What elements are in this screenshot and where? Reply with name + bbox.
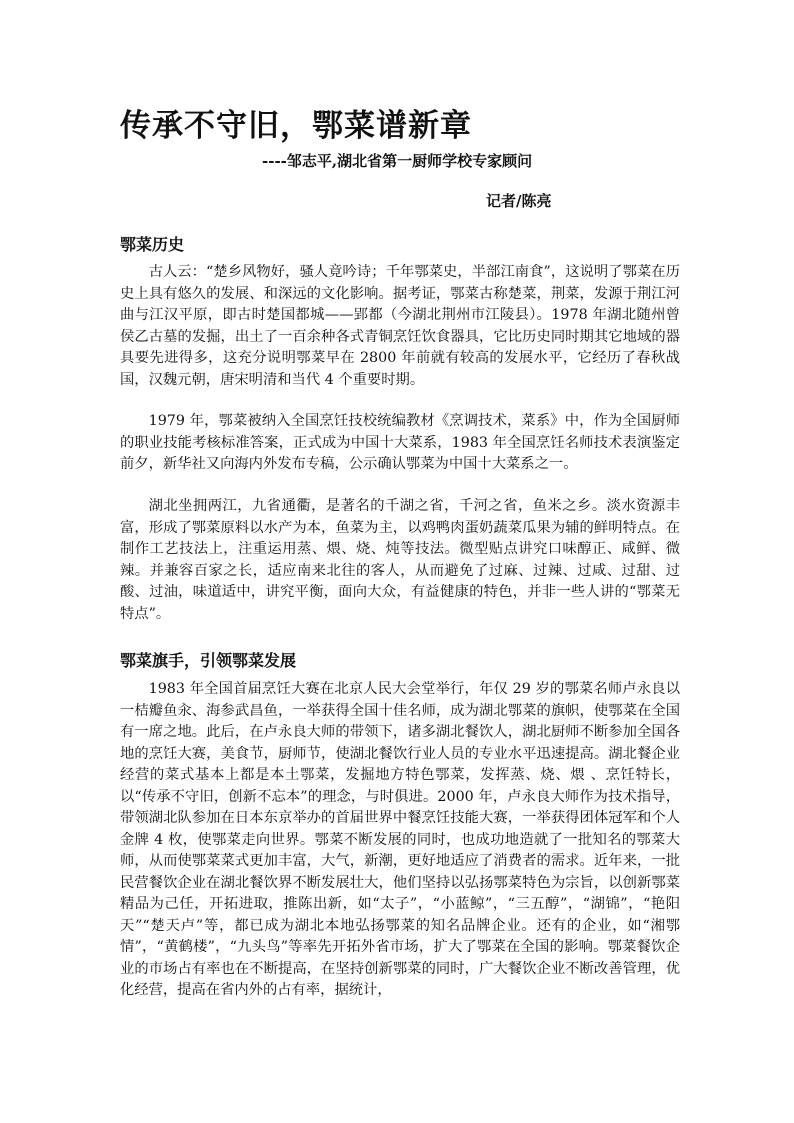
paragraph: 古人云：“楚乡风物好，骚人竟吟诗；千年鄂菜史，半部江南食”，这说明了鄂菜在历史上具有悠久的发展、和深远的文化影响。据考证，鄂菜古称楚菜，荆菜，发源于荆江河曲与江汉平原，即古时楚国都城——郢都（今湖北荆州市江陵县）。1978 年湖北随州曾侯乙古墓的发掘，出土了一百余种各式青铜烹饪饮食器具，它比历史同时期其它地域的器具要先进得多，这充分说明鄂菜早在 2800 年前就有较高的发展水平，它经历了春秋战国，汉魏元朝，唐宋明清和当代 4 个重要时期。: [120, 264, 680, 388]
paragraph: 1983 年全国首届烹饪大赛在北京人民大会堂举行，年仅 29 岁的鄂菜名师卢永良以一桔瓣鱼汆、海参武昌鱼，一举获得全国十佳名师，成为湖北鄂菜的旗帜，使鄂菜在全国有一席之地。此后，在卢永良大师的带领下，诸多湖北餐饮人，湖北厨师不断参加全国各地的烹饪大赛，美食节，厨师节，使湖北餐饮行业人员的专业水平迅速提高。湖北餐企业经营的菜式基本上都是本土鄂菜，发掘地方特色鄂菜，发挥蒸、烧、煨 、烹饪特长，以“传承不守旧，创新不忘本”的理念，与时俱进。2000 年，卢永良大师作为技术指导，带领湖北队参加在日本东京举办的首届世界中餐烹饪技能大赛，一举获得团体冠军和个人金牌 4 枚，使鄂菜走向世界。鄂菜不断发展的同时，也成功地造就了一批知名的鄂菜大师，从而使鄂菜菜式更加丰富，大气，新潮，更好地适应了消费者的需求。近年来，一批民营餐饮企业在湖北餐饮界不断发展壮大，他们坚持以弘扬鄂菜特色为宗旨，以创新鄂菜精品为己任，开拓进取，推陈出新，如“太子”，“小蓝鲸”，“三五醇”，“湖锦”，“艳阳天”“楚天卢”等，都已成为湖北本地弘扬鄂菜的知名品牌企业。还有的企业，如“湘鄂情”，“黄鹤楼”，“九头鸟”等率先开拓外省市场，扩大了鄂菜在全国的影响。鄂菜餐饮企业的市场占有率也在不断提高，在坚持创新鄂菜的同时，广大餐饮企业不断改善管理，优化经营，提高在省内外的占有率，据统计，: [120, 681, 680, 998]
article-subtitle: ----邹志平,湖北省第一厨师学校专家顾问: [262, 152, 533, 170]
reporter-credit: 记者/陈亮: [486, 192, 552, 210]
paragraph: 湖北坐拥两江，九省通衢，是著名的千湖之省，千河之省，鱼米之乡。淡水资源丰富，形成了鄂菜原料以水产为本，鱼菜为主，以鸡鸭肉蛋奶蔬菜瓜果为辅的鲜明特点。在制作工艺技法上，注重运用蒸、煨、烧、炖等技法。微型贴点讲究口味醇正、咸鲜、微辣。并兼容百家之长，适应南来北往的客人，从而避免了过麻、过辣、过咸、过甜、过酸、过油，味道适中，讲究平衡，面向大众，有益健康的特色，并非一些人讲的“鄂菜无特点”。: [120, 498, 680, 622]
article-title: 传承不守旧，鄂菜谱新章: [120, 108, 472, 144]
section-heading-history: 鄂菜历史: [120, 235, 185, 254]
section-heading-flagbearer: 鄂菜旗手，引领鄂菜发展: [120, 651, 297, 670]
paragraph: 1979 年，鄂菜被纳入全国烹饪技校统编教材《烹调技术，菜系》中，作为全国厨师的职业技能考核标准答案，正式成为中国十大菜系，1983 年全国烹饪名师技术表演鉴定前夕，新华社又向海内外发布专稿，公示确认鄂菜为中国十大菜系之一。: [120, 413, 680, 472]
